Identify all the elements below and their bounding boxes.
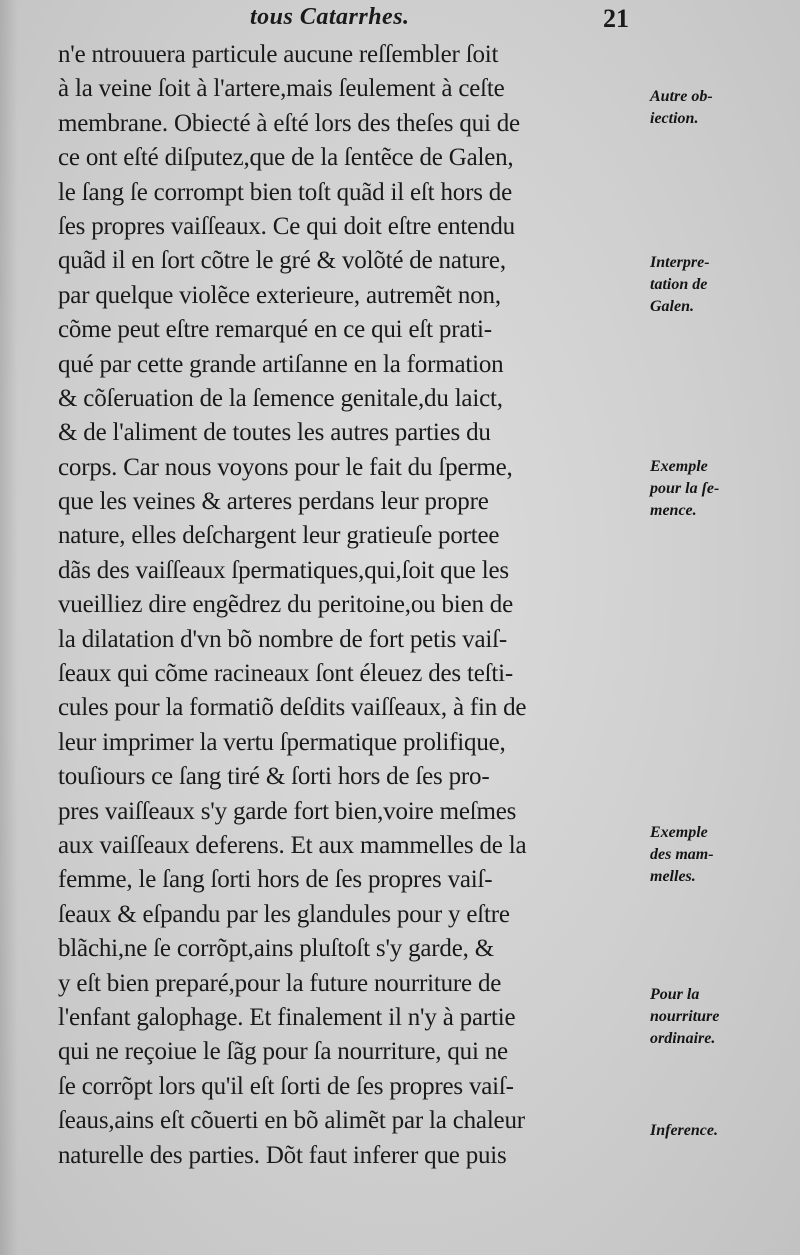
text-line: n'e ntrouuera particule aucune reſſembler ſoit	[58, 41, 499, 68]
text-line: cõme peut eſtre remarqué en ce qui eſt prati-	[58, 316, 492, 344]
running-title: tous Catarrhes.	[250, 4, 410, 30]
margin-note-exemple-pour-la-semence	[650, 456, 798, 522]
margin-note-line: tation de	[650, 276, 708, 293]
margin-note-line: Exemple	[650, 824, 708, 841]
text-line: nature, elles deſchargent leur gratieuſe portee	[58, 522, 500, 550]
margin-note-line: Pour la	[650, 986, 700, 1003]
margin-note-pour-la-nourriture-ordinaire	[650, 984, 798, 1050]
margin-note-line: ordinaire.	[650, 1030, 716, 1047]
text-line: femme, le ſang ſorti hors de ſes propres vaiſ-	[58, 866, 493, 894]
text-line: membrane. Obiecté à eſté lors des theſes qui de	[58, 109, 520, 137]
text-line: aux vaiſſeaux deferens. Et aux mammelles de la	[58, 831, 527, 859]
margin-note-line: Galen.	[650, 298, 694, 315]
margin-note-line: des mam-	[650, 846, 714, 863]
margin-note-line: mence.	[650, 502, 697, 519]
margin-note-line: Autre ob-	[650, 88, 713, 105]
text-line: qué par cette grande artiſanne en la formation	[58, 350, 504, 378]
margin-note-autre-objection	[650, 86, 798, 130]
text-line: ce ont eſté diſputez,que de la ſentẽce de Galen,	[58, 144, 514, 172]
text-line: y eſt bien preparé,pour la future nourriture de	[58, 969, 502, 997]
text-line: pres vaiſſeaux s'y garde fort bien,voire meſmes	[58, 797, 517, 825]
text-line: ſes propres vaiſſeaux. Ce qui doit eſtre entendu	[58, 212, 515, 240]
text-line: blãchi,ne ſe corrõpt,ains pluſtoſt s'y garde, &	[58, 935, 494, 963]
margin-note-line: Interpre-	[650, 254, 710, 271]
margin-note-line: Inference.	[650, 1122, 718, 1139]
text-line: à la veine ſoit à l'artere,mais ſeulement à ceſte	[58, 75, 505, 103]
text-line: qui ne reçoiue le ſãg pour ſa nourriture, qui ne	[58, 1038, 508, 1066]
text-line: leur imprimer la vertu ſpermatique prolifique,	[58, 728, 506, 756]
page-gutter-shadow	[0, 0, 18, 1255]
text-line: & cõſeruation de la ſemence genitale,du laict,	[58, 384, 503, 412]
text-line: ſeaux & eſpandu par les glandules pour y eſtre	[58, 900, 510, 928]
text-line: que les veines & arteres perdans leur propre	[58, 488, 489, 516]
margin-note-line: melles.	[650, 868, 696, 885]
margin-note-line: iection.	[650, 110, 699, 127]
page-header	[0, 2, 800, 38]
text-line: ſe corrõpt lors qu'il eſt ſorti de ſes propres vaiſ-	[58, 1072, 514, 1100]
margin-note-interpretation-de-galen	[650, 252, 798, 318]
text-line: corps. Car nous voyons pour le fait du ſperme,	[58, 453, 513, 481]
text-line: l'enfant galophage. Et finalement il n'y à partie	[58, 1003, 516, 1031]
text-line: dãs des vaiſſeaux ſpermatiques,qui,ſoit que les	[58, 556, 509, 584]
body-text	[58, 38, 658, 1173]
margin-note-line: nourriture	[650, 1008, 720, 1025]
margin-note-line: Exemple	[650, 458, 708, 475]
text-line: touſiours ce ſang tiré & ſorti hors de ſes pro-	[58, 763, 490, 791]
text-line: cules pour la formatiõ deſdits vaiſſeaux, à fin de	[58, 694, 527, 722]
text-line: naturelle des parties. Dõt faut inferer que puis	[58, 1141, 507, 1169]
text-line: par quelque violẽce exterieure, autremẽt non,	[58, 281, 501, 309]
text-line: le ſang ſe corrompt bien toſt quãd il eſt hors de	[58, 178, 512, 206]
text-line: ſeaux qui cõme racineaux ſont éleuez des teſti-	[58, 660, 513, 688]
text-line: vueilliez dire engẽdrez du peritoine,ou bien de	[58, 591, 513, 619]
text-line: la dilatation d'vn bõ nombre de fort petis vaiſ-	[58, 625, 507, 653]
margin-note-inference	[650, 1120, 798, 1142]
text-line: ſeaus,ains eſt cõuerti en bõ alimẽt par la chaleur	[58, 1107, 525, 1135]
margin-note-line: pour la ſe-	[650, 480, 720, 497]
margin-note-exemple-des-mammelles	[650, 822, 798, 888]
page-number: 21	[603, 4, 629, 33]
text-line: quãd il en ſort cõtre le gré & volõté de nature,	[58, 247, 506, 275]
text-line: & de l'aliment de toutes les autres parties du	[58, 419, 491, 447]
